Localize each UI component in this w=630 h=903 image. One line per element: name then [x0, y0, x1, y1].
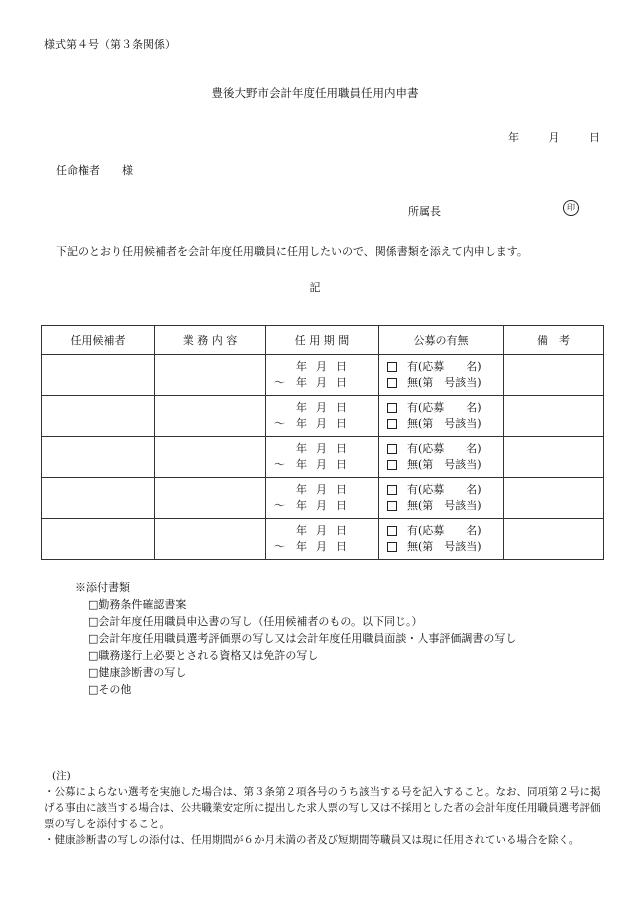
- header-public-recruitment: 公募の有無: [379, 326, 504, 355]
- period-cell[interactable]: [266, 478, 379, 519]
- attachments-list: [75, 579, 516, 698]
- period-cell[interactable]: [266, 355, 379, 396]
- period-start-month: 月: [316, 401, 327, 414]
- checkbox-applied[interactable]: [387, 444, 397, 454]
- period-start-month: 月: [316, 483, 327, 496]
- form-number: 様式第４号（第３条関係）: [44, 38, 176, 51]
- duties-cell[interactable]: [155, 437, 266, 478]
- attachment-item: □職務遂行上必要とされる資格又は免許の写し: [88, 649, 319, 662]
- checkbox-none[interactable]: [387, 419, 397, 429]
- period-tilde: 〜: [274, 458, 285, 471]
- period-end-year: 年: [296, 458, 307, 471]
- table-row: [42, 478, 604, 519]
- table-row: [42, 355, 604, 396]
- candidate-cell[interactable]: [42, 396, 155, 437]
- public-yes-label: 有(応募 名): [407, 524, 482, 537]
- period-cell[interactable]: [266, 396, 379, 437]
- duties-cell[interactable]: [155, 519, 266, 560]
- note-bullet: ・公募によらない選考を実施した場合は、第３条第２項各号のうち該当する号を記入すること。なお、同項第２号に掲げる事由に該当する場合は、公共職業安定所に提出した求人票の写し又は不採用とした者の会計年度任用職員選考評価票の写しを添付すること。: [44, 786, 601, 830]
- period-start-day: 日: [336, 483, 347, 496]
- header-period: 任 用 期 間: [266, 326, 379, 355]
- public-recruitment-cell: [379, 437, 504, 478]
- date-month: 月: [548, 131, 560, 144]
- public-yes-label: 有(応募 名): [407, 360, 482, 373]
- period-end-day: 日: [336, 458, 347, 471]
- application-table: [41, 325, 604, 560]
- note-bullet: ・健康診断書の写しの添付は、任用期間が６か月未満の者及び短期間等職員又は現に任用されている場合を除く。: [44, 834, 580, 846]
- period-end-day: 日: [336, 376, 347, 389]
- period-tilde: 〜: [274, 499, 285, 512]
- date-day: 日: [589, 131, 600, 144]
- table-row: [42, 396, 604, 437]
- period-tilde: 〜: [274, 540, 285, 553]
- period-start-day: 日: [336, 442, 347, 455]
- period-end-year: 年: [296, 499, 307, 512]
- public-recruitment-cell: [379, 519, 504, 560]
- remarks-cell[interactable]: [504, 396, 604, 437]
- period-start-month: 月: [316, 360, 327, 373]
- table-row: [42, 437, 604, 478]
- duties-cell[interactable]: [155, 478, 266, 519]
- checkbox-none[interactable]: [387, 542, 397, 552]
- period-cell[interactable]: [266, 437, 379, 478]
- period-start-month: 月: [316, 524, 327, 537]
- public-no-label: 無(第 号該当): [407, 376, 482, 389]
- header-duties: 業 務 内 容: [155, 326, 266, 355]
- checkbox-none[interactable]: [387, 460, 397, 470]
- period-end-year: 年: [296, 376, 307, 389]
- public-no-label: 無(第 号該当): [407, 458, 482, 471]
- date-line: [508, 129, 600, 145]
- notes-label: (注): [52, 770, 71, 782]
- public-recruitment-cell: [379, 478, 504, 519]
- period-end-month: 月: [316, 458, 327, 471]
- checkbox-applied[interactable]: [387, 362, 397, 372]
- remarks-cell[interactable]: [504, 519, 604, 560]
- ki-heading: 記: [309, 281, 321, 294]
- public-no-label: 無(第 号該当): [407, 540, 482, 553]
- period-start-day: 日: [336, 524, 347, 537]
- remarks-cell[interactable]: [504, 437, 604, 478]
- period-end-year: 年: [296, 540, 307, 553]
- period-start-month: 月: [316, 442, 327, 455]
- period-start-year: 年: [296, 524, 307, 537]
- period-cell[interactable]: [266, 519, 379, 560]
- candidate-cell[interactable]: [42, 437, 155, 478]
- appointer-line: [56, 162, 133, 178]
- period-end-month: 月: [316, 376, 327, 389]
- header-remarks: 備 考: [504, 326, 604, 355]
- attachment-item: □会計年度任用職員選考評価票の写し又は会計年度任用職員面談・人事評価調書の写し: [88, 632, 517, 645]
- checkbox-applied[interactable]: [387, 526, 397, 536]
- period-end-year: 年: [296, 417, 307, 430]
- appointer-label: 任命権者: [56, 164, 100, 177]
- remarks-cell[interactable]: [504, 478, 604, 519]
- remarks-cell[interactable]: [504, 355, 604, 396]
- period-start-year: 年: [296, 360, 307, 373]
- public-recruitment-cell: [379, 355, 504, 396]
- period-end-month: 月: [316, 540, 327, 553]
- period-start-year: 年: [296, 483, 307, 496]
- appointer-suffix: 様: [122, 164, 133, 177]
- period-start-day: 日: [336, 360, 347, 373]
- attachment-item: □健康診断書の写し: [88, 666, 187, 679]
- period-start-day: 日: [336, 401, 347, 414]
- period-tilde: 〜: [274, 376, 285, 389]
- dept-head-label: 所属長: [408, 205, 441, 218]
- period-start-year: 年: [296, 401, 307, 414]
- attachment-item: □勤務条件確認書案: [88, 598, 187, 611]
- period-start-year: 年: [296, 442, 307, 455]
- public-no-label: 無(第 号該当): [407, 499, 482, 512]
- period-end-day: 日: [336, 499, 347, 512]
- checkbox-applied[interactable]: [387, 403, 397, 413]
- duties-cell[interactable]: [155, 355, 266, 396]
- intro-text: 下記のとおり任用候補者を会計年度任用職員に任用したいので、関係書類を添えて内申します。: [56, 245, 528, 258]
- public-yes-label: 有(応募 名): [407, 401, 482, 414]
- period-end-month: 月: [316, 417, 327, 430]
- document-title: 豊後大野市会計年度任用職員任用内申書: [211, 86, 419, 100]
- attachment-item: □会計年度任用職員申込書の写し（任用候補者のもの。以下同じ。）: [88, 615, 423, 628]
- seal-mark: 印: [563, 200, 579, 216]
- header-candidate: 任用候補者: [42, 326, 155, 355]
- table-row: [42, 519, 604, 560]
- public-no-label: 無(第 号該当): [407, 417, 482, 430]
- public-yes-label: 有(応募 名): [407, 442, 482, 455]
- date-year: 年: [508, 131, 519, 144]
- candidate-cell[interactable]: [42, 478, 155, 519]
- candidate-cell[interactable]: [42, 519, 155, 560]
- table-header-row: [42, 326, 604, 355]
- duties-cell[interactable]: [155, 396, 266, 437]
- checkbox-applied[interactable]: [387, 485, 397, 495]
- public-yes-label: 有(応募 名): [407, 483, 482, 496]
- checkbox-none[interactable]: [387, 501, 397, 511]
- period-tilde: 〜: [274, 417, 285, 430]
- checkbox-none[interactable]: [387, 378, 397, 388]
- notes-section: [44, 768, 604, 848]
- period-end-month: 月: [316, 499, 327, 512]
- period-end-day: 日: [336, 540, 347, 553]
- period-end-day: 日: [336, 417, 347, 430]
- public-recruitment-cell: [379, 396, 504, 437]
- attachment-item: □その他: [88, 683, 132, 696]
- candidate-cell[interactable]: [42, 355, 155, 396]
- attachments-heading: ※添付書類: [75, 581, 130, 594]
